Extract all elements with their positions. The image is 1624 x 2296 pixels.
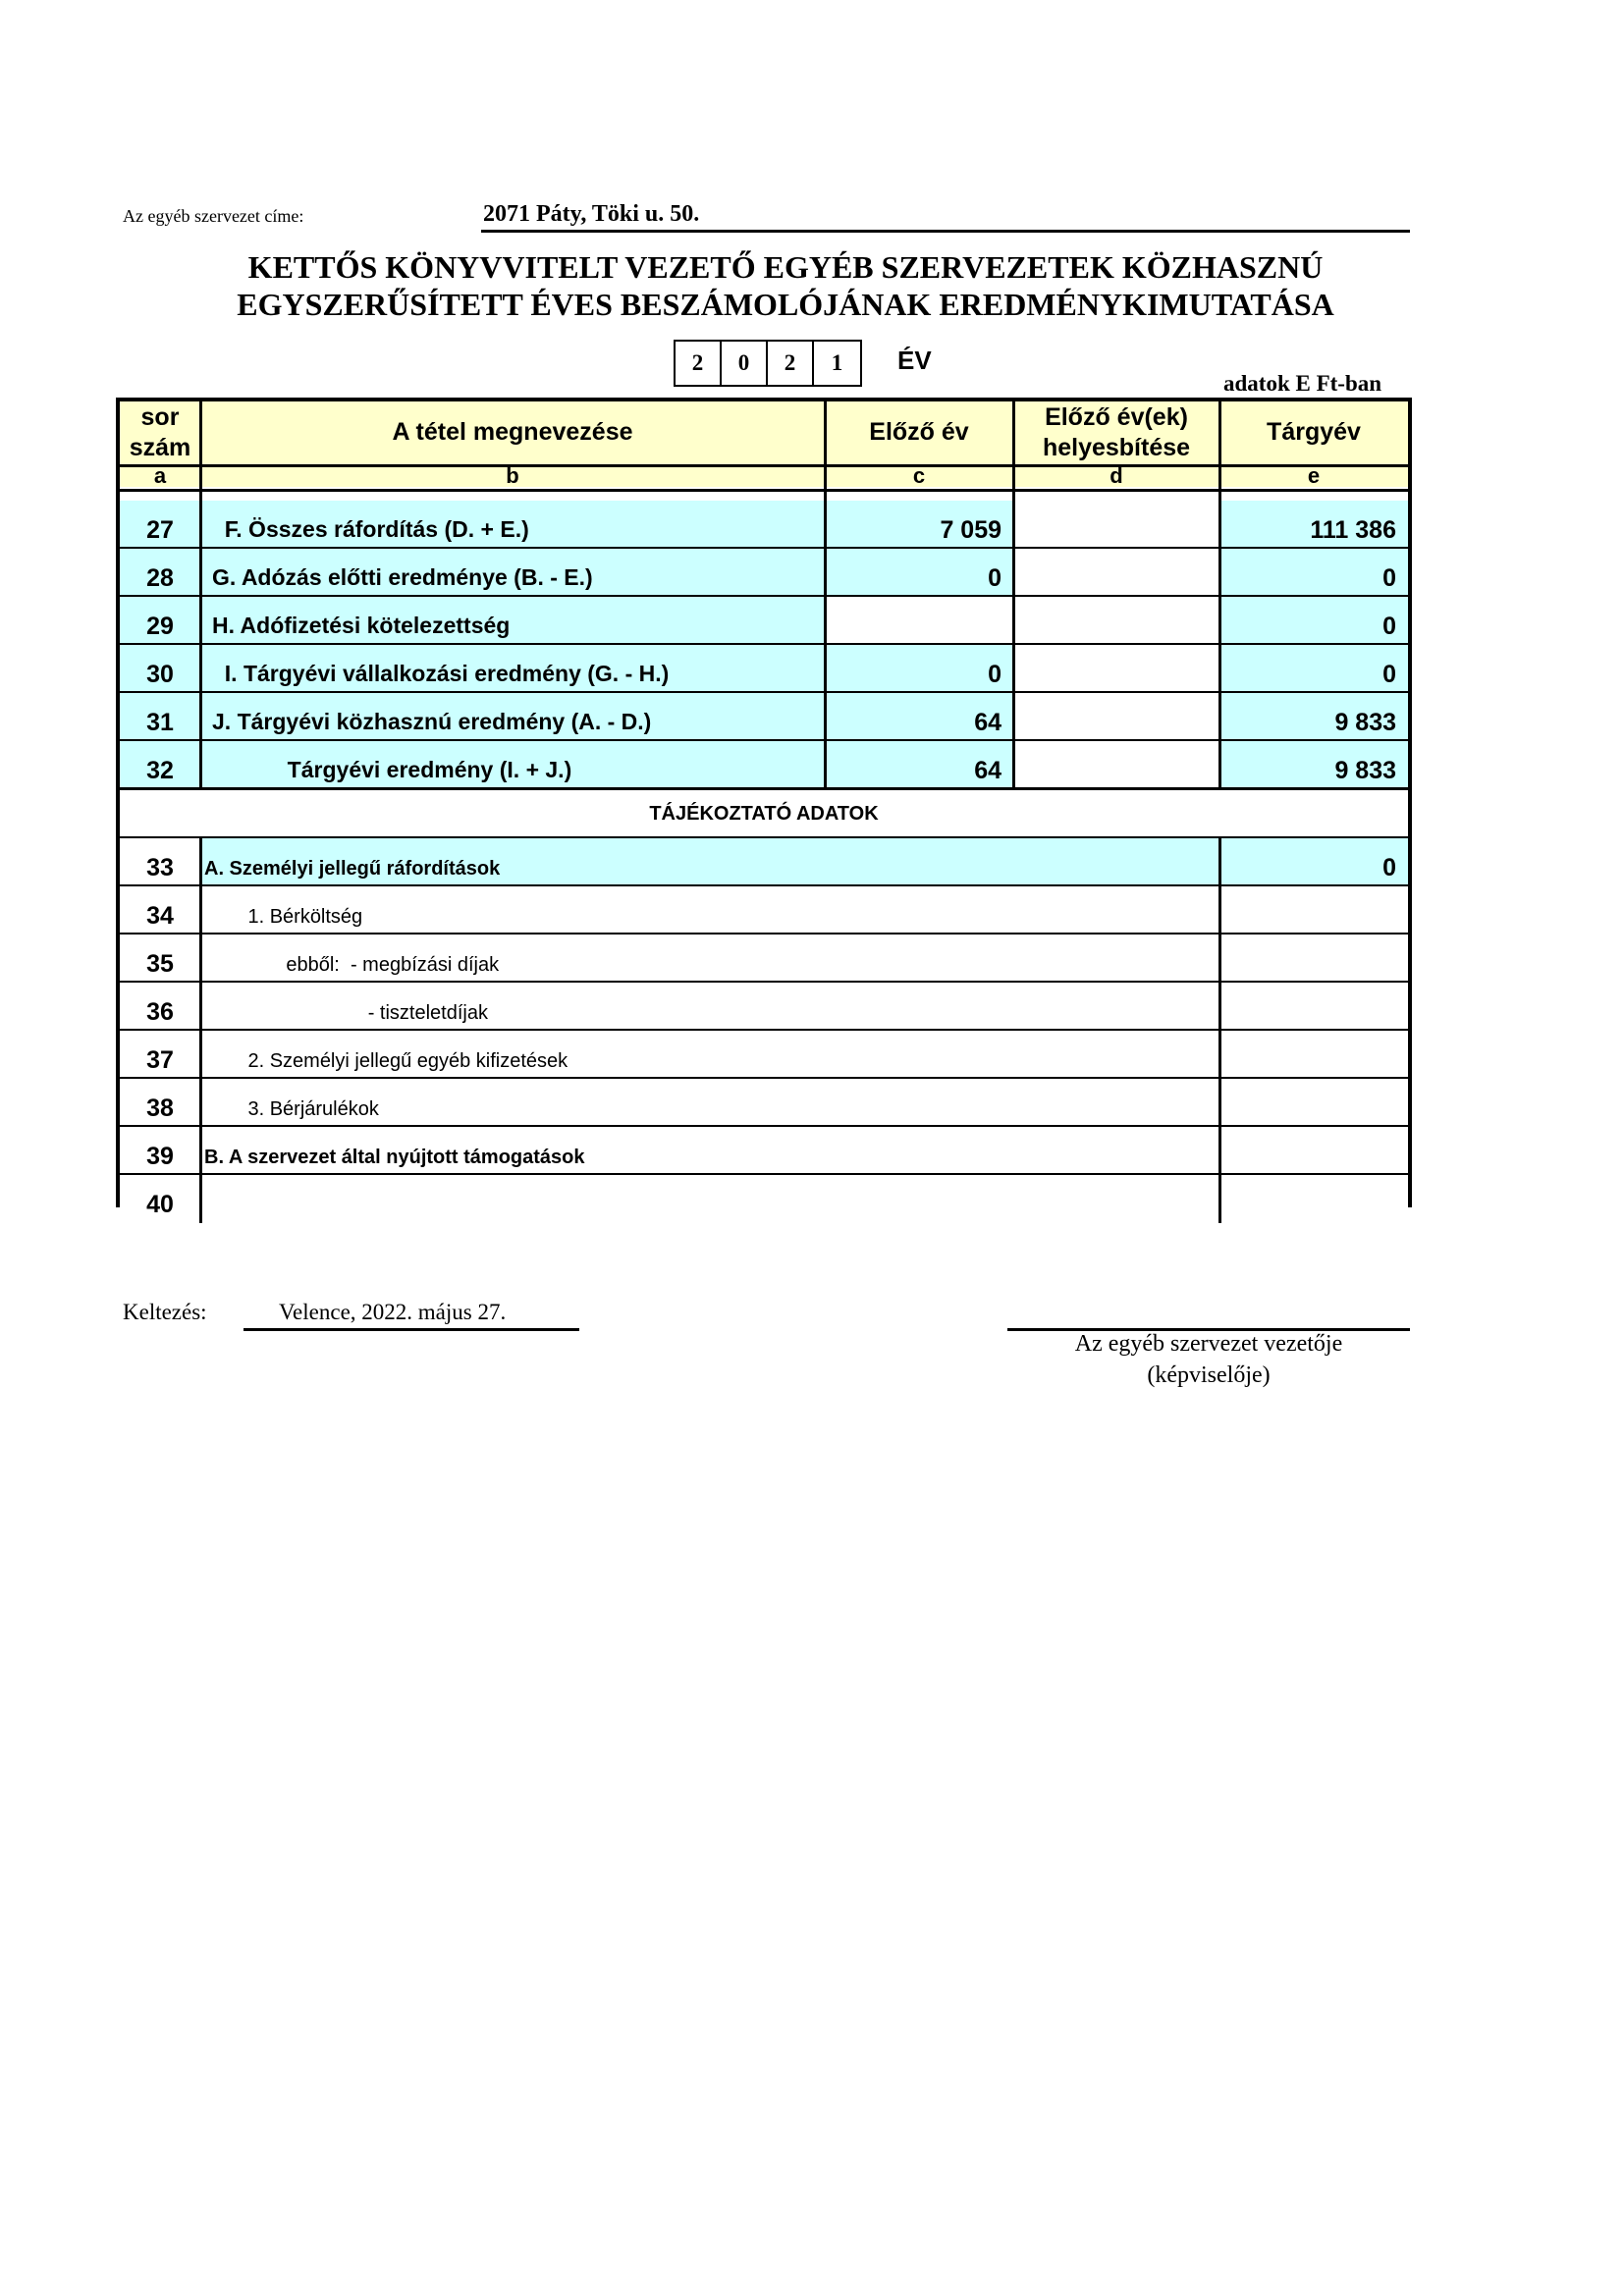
report-title-line1: KETTŐS KÖNYVVITELT VEZETŐ EGYÉB SZERVEZETEK KÖZHASZNÚ <box>247 249 1324 285</box>
year-digit: 1 <box>831 350 843 375</box>
row-number: 28 <box>120 549 200 597</box>
row-label: 1. Bérköltség <box>200 886 1219 934</box>
signature-label: Az egyéb szervezet vezetője <box>1074 1331 1343 1357</box>
table-rule <box>1012 401 1015 789</box>
income-statement-table <box>116 398 1412 1218</box>
section-mask <box>199 790 202 836</box>
row-number: 38 <box>120 1079 200 1127</box>
address-label: Az egyéb szervezet címe: <box>123 206 304 226</box>
date-value: Velence, 2022. május 27. <box>279 1300 507 1324</box>
current-year-value <box>1219 983 1408 1031</box>
year-digit: 2 <box>676 342 722 385</box>
correction-value <box>1013 597 1219 645</box>
current-year-value: 0 <box>1219 597 1408 645</box>
current-year-value: 9 833 <box>1219 693 1408 741</box>
row-label: G. Adózás előtti eredménye (B. - E.) <box>200 549 825 597</box>
row-label: ebből: - megbízási díjak <box>200 934 1219 983</box>
column-letter-b: b <box>200 467 825 487</box>
previous-year-value: 0 <box>825 549 1013 597</box>
correction-value <box>1013 549 1219 597</box>
row-number: 33 <box>120 838 200 886</box>
row-number: 35 <box>120 934 200 983</box>
row-number: 37 <box>120 1031 200 1079</box>
unit-label: adatok E Ft-ban <box>1223 371 1382 396</box>
previous-year-value: 64 <box>825 693 1013 741</box>
row-label: H. Adófizetési kötelezettség <box>200 597 825 645</box>
current-year-value <box>1219 1031 1408 1079</box>
row-label: - tiszteletdíjak <box>200 983 1219 1031</box>
row-number: 40 <box>120 1175 200 1223</box>
table-rule <box>824 401 827 789</box>
correction-value <box>1013 693 1219 741</box>
header-item-name: A tétel megnevezése <box>200 401 825 464</box>
row-label: 2. Személyi jellegű egyéb kifizetések <box>200 1031 1219 1079</box>
table-rule <box>1218 401 1221 789</box>
correction-value <box>1013 741 1219 789</box>
header-previous-year: Előző év <box>825 401 1013 464</box>
previous-year-value: 0 <box>825 645 1013 693</box>
header-current-year: Tárgyév <box>1219 401 1408 464</box>
signature-sublabel: (képviselője) <box>1147 1362 1271 1388</box>
column-letter-a: a <box>120 467 200 487</box>
address-value: 2071 Páty, Töki u. 50. <box>483 201 700 227</box>
row-number: 27 <box>120 501 200 549</box>
row-label: A. Személyi jellegű ráfordítások <box>200 838 1219 886</box>
row-label: B. A szervezet által nyújtott támogatások <box>200 1127 1219 1175</box>
table-rule <box>120 489 1408 492</box>
row-label: F. Összes ráfordítás (D. + E.) <box>200 501 825 549</box>
column-letter-d: d <box>1013 467 1219 487</box>
date-label: Keltezés: <box>123 1300 207 1324</box>
row-label: J. Tárgyévi közhasznú eredmény (A. - D.) <box>200 693 825 741</box>
row-number: 30 <box>120 645 200 693</box>
section-title-info-data: TÁJÉKOZTATÓ ADATOK <box>120 790 1408 837</box>
current-year-value: 0 <box>1219 549 1408 597</box>
row-label: Tárgyévi eredmény (I. + J.) <box>200 741 825 789</box>
current-year-value: 0 <box>1219 838 1408 886</box>
row-number: 32 <box>120 741 200 789</box>
row-number: 39 <box>120 1127 200 1175</box>
row-label: 3. Bérjárulékok <box>200 1079 1219 1127</box>
current-year-value <box>1219 1175 1408 1223</box>
column-letter-e: e <box>1219 467 1408 487</box>
current-year-value <box>1219 1127 1408 1175</box>
year-box <box>674 340 862 387</box>
row-number: 31 <box>120 693 200 741</box>
year-digit: 0 <box>722 342 768 385</box>
year-digit: 2 <box>768 342 814 385</box>
year-label: ÉV <box>897 346 932 375</box>
row-number: 36 <box>120 983 200 1031</box>
row-label: I. Tárgyévi vállalkozási eredmény (G. - H.) <box>200 645 825 693</box>
row-number: 29 <box>120 597 200 645</box>
previous-year-value: 64 <box>825 741 1013 789</box>
current-year-value <box>1219 934 1408 983</box>
current-year-value <box>1219 1079 1408 1127</box>
previous-year-value <box>825 597 1013 645</box>
address-underline <box>481 230 1410 233</box>
current-year-value: 0 <box>1219 645 1408 693</box>
correction-value <box>1013 645 1219 693</box>
correction-value <box>1013 501 1219 549</box>
column-letter-c: c <box>825 467 1013 487</box>
header-sor-szam: sor szám <box>120 401 200 464</box>
row-label <box>200 1175 1219 1223</box>
row-number: 34 <box>120 886 200 934</box>
report-title-line2: EGYSZERŰSÍTETT ÉVES BESZÁMOLÓJÁNAK EREDMÉNYKIMUTATÁSA <box>237 287 1334 322</box>
table-rule <box>1218 838 1221 1223</box>
current-year-value: 111 386 <box>1219 501 1408 549</box>
date-underline <box>244 1328 579 1331</box>
table-rule <box>120 464 1408 467</box>
header-correction: Előző év(ek) helyesbítése <box>1013 401 1219 464</box>
current-year-value: 9 833 <box>1219 741 1408 789</box>
current-year-value <box>1219 886 1408 934</box>
previous-year-value: 7 059 <box>825 501 1013 549</box>
